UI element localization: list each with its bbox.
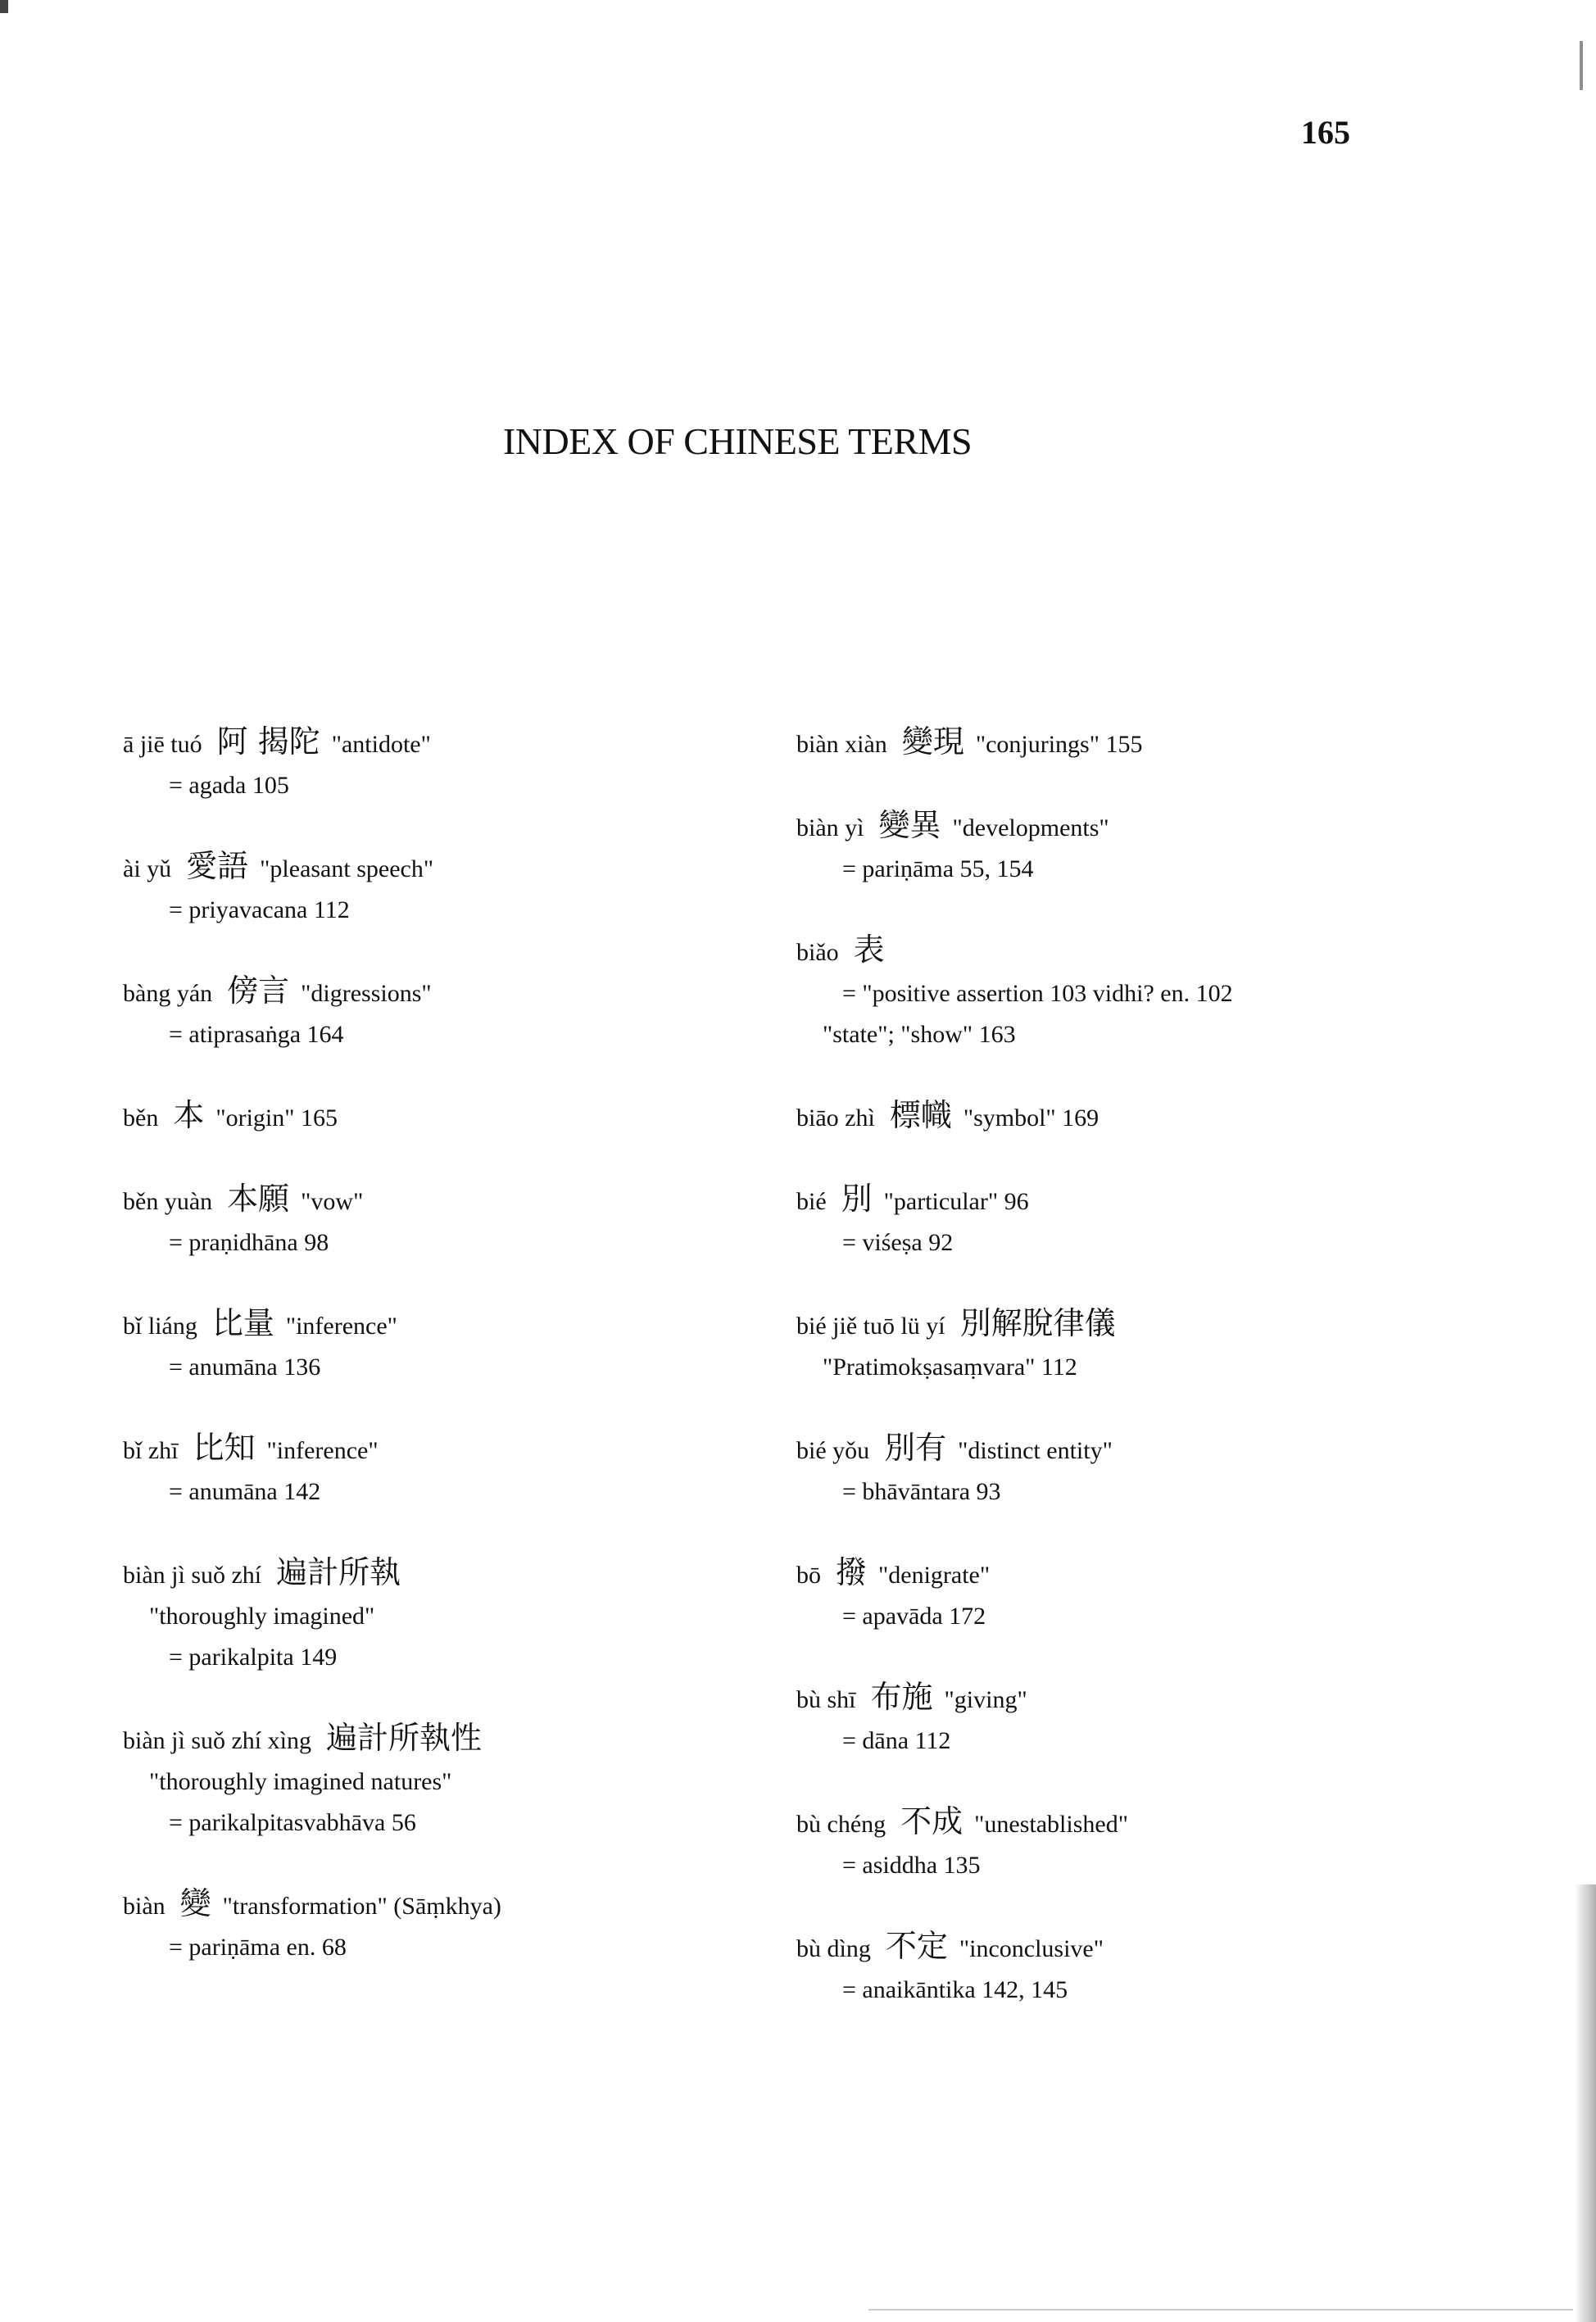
entry-pinyin: bié yǒu bbox=[796, 1437, 870, 1464]
entry-chinese-characters: 阿 揭陀 bbox=[216, 723, 320, 760]
index-entry bbox=[796, 1925, 1452, 2011]
entry-equivalent: = dāna 112 bbox=[842, 1727, 951, 1754]
entry-headline bbox=[796, 1925, 1452, 1970]
entry-chinese-characters: 標幟 bbox=[889, 1097, 952, 1133]
index-entry bbox=[796, 1303, 1452, 1388]
entry-pinyin: biàn xiàn bbox=[796, 731, 887, 758]
index-column-right bbox=[796, 721, 1452, 2050]
entry-headline bbox=[796, 721, 1452, 765]
entry-chinese-characters: 別解脫律儀 bbox=[959, 1305, 1116, 1341]
entry-equivalent: = praṇidhāna 98 bbox=[169, 1229, 329, 1256]
entry-pinyin: biàn jì suǒ zhí bbox=[123, 1562, 262, 1589]
index-entry bbox=[123, 1717, 778, 1844]
index-column-left bbox=[123, 721, 778, 2007]
entry-pinyin: bù chéng bbox=[796, 1811, 886, 1838]
index-entry bbox=[796, 1801, 1452, 1886]
index-entry bbox=[796, 1427, 1452, 1512]
entry-pinyin: bié bbox=[796, 1188, 827, 1215]
entry-pinyin: biàn jì suǒ zhí xìng bbox=[123, 1727, 311, 1754]
entry-chinese-characters: 不定 bbox=[885, 1928, 948, 1964]
entry-pinyin: biàn bbox=[123, 1893, 165, 1920]
entry-headline bbox=[796, 1801, 1452, 1845]
index-entry bbox=[796, 1095, 1452, 1139]
entry-equivalent: = viśeṣa 92 bbox=[842, 1229, 954, 1256]
entry-chinese-characters: 遍計所執 bbox=[276, 1554, 401, 1590]
entry-headline bbox=[123, 1095, 778, 1139]
index-entry bbox=[796, 805, 1452, 890]
entry-plain-gloss: "thoroughly imagined natures" bbox=[149, 1768, 452, 1795]
index-entry bbox=[796, 1552, 1452, 1637]
entry-pinyin: běn yuàn bbox=[123, 1188, 213, 1215]
entry-gloss: "giving" bbox=[944, 1686, 1027, 1713]
entry-pinyin: ā jiē tuó bbox=[123, 731, 202, 758]
entry-headline bbox=[796, 1095, 1452, 1139]
entry-headline bbox=[796, 1178, 1452, 1222]
entry-headline bbox=[796, 805, 1452, 849]
entry-gloss: "digressions" bbox=[301, 980, 432, 1007]
index-entry bbox=[796, 1676, 1452, 1762]
entry-gloss: "pleasant speech" bbox=[260, 855, 434, 882]
entry-equivalent: = bhāvāntara 93 bbox=[842, 1478, 1001, 1505]
entry-pinyin: biāo zhì bbox=[796, 1104, 875, 1132]
entry-equivalent: = anumāna 136 bbox=[169, 1354, 321, 1381]
index-entry bbox=[123, 970, 778, 1055]
entry-equivalent: = anumāna 142 bbox=[169, 1478, 321, 1505]
entry-chinese-characters: 遍計所執性 bbox=[325, 1720, 482, 1756]
entry-headline bbox=[123, 1178, 778, 1222]
entry-gloss: "inference" bbox=[285, 1313, 397, 1340]
entry-headline bbox=[796, 1676, 1452, 1721]
index-entry bbox=[123, 1427, 778, 1512]
entry-chinese-characters: 變現 bbox=[901, 723, 964, 760]
entry-chinese-characters: 本 bbox=[173, 1097, 205, 1133]
entry-chinese-characters: 別 bbox=[841, 1181, 873, 1217]
entry-plain-gloss: "Pratimokṣasaṃvara" 112 bbox=[823, 1354, 1077, 1381]
entry-equivalent: = parikalpita 149 bbox=[169, 1644, 338, 1671]
entry-equivalent: = pariṇāma en. 68 bbox=[169, 1934, 347, 1961]
entry-pinyin: ài yǔ bbox=[123, 855, 172, 882]
entry-gloss: "developments" bbox=[952, 814, 1109, 841]
entry-gloss: "antidote" bbox=[331, 731, 431, 758]
entry-chinese-characters: 比知 bbox=[193, 1430, 256, 1466]
entry-headline bbox=[796, 1427, 1452, 1472]
index-entry bbox=[123, 1552, 778, 1678]
entry-chinese-characters: 不成 bbox=[900, 1803, 963, 1839]
entry-plain-gloss: "thoroughly imagined" bbox=[149, 1603, 375, 1630]
entry-headline bbox=[796, 1303, 1452, 1347]
entry-pinyin: bàng yán bbox=[123, 980, 213, 1007]
entry-gloss: "conjurings" 155 bbox=[975, 731, 1143, 758]
index-entry bbox=[123, 1303, 778, 1388]
entry-chinese-characters: 撥 bbox=[836, 1554, 868, 1590]
entry-chinese-characters: 本願 bbox=[227, 1181, 290, 1217]
index-entry bbox=[123, 846, 778, 931]
index-entry bbox=[123, 1883, 778, 1968]
index-entry bbox=[123, 721, 778, 806]
entry-gloss: "denigrate" bbox=[878, 1562, 991, 1589]
entry-headline bbox=[123, 1552, 778, 1596]
entry-chinese-characters: 別有 bbox=[884, 1430, 947, 1466]
entry-plain-gloss: "state"; "show" 163 bbox=[823, 1021, 1016, 1048]
entry-chinese-characters: 布施 bbox=[870, 1679, 933, 1715]
entry-equivalent: = anaikāntika 142, 145 bbox=[842, 1976, 1068, 2003]
entry-gloss: "particular" 96 bbox=[883, 1188, 1029, 1215]
entry-chinese-characters: 傍言 bbox=[227, 973, 290, 1009]
entry-chinese-characters: 表 bbox=[853, 932, 885, 968]
entry-equivalent: = "positive assertion 103 vidhi? en. 102 bbox=[842, 980, 1233, 1007]
entry-equivalent: = agada 105 bbox=[169, 772, 289, 799]
index-entry bbox=[123, 1095, 778, 1139]
entry-headline bbox=[796, 1552, 1452, 1596]
entry-gloss: "inference" bbox=[266, 1437, 379, 1464]
scan-mark-top-right bbox=[1580, 41, 1583, 90]
entry-pinyin: bǐ zhī bbox=[123, 1437, 179, 1464]
entry-gloss: "unestablished" bbox=[974, 1811, 1128, 1838]
entry-equivalent: = pariṇāma 55, 154 bbox=[842, 855, 1034, 882]
entry-gloss: "distinct entity" bbox=[958, 1437, 1113, 1464]
entry-pinyin: bù dìng bbox=[796, 1935, 871, 1962]
entry-pinyin: bǐ liáng bbox=[123, 1313, 197, 1340]
entry-headline bbox=[123, 846, 778, 890]
entry-gloss: "transformation" (Sāṃkhya) bbox=[222, 1893, 501, 1920]
entry-headline bbox=[796, 929, 1452, 973]
entry-chinese-characters: 比量 bbox=[211, 1305, 274, 1341]
entry-equivalent: = asiddha 135 bbox=[842, 1852, 981, 1879]
entry-headline bbox=[123, 970, 778, 1014]
entry-headline bbox=[123, 1717, 778, 1762]
scan-bottom-rule bbox=[868, 2309, 1573, 2311]
entry-pinyin: běn bbox=[123, 1104, 159, 1132]
page-title: INDEX OF CHINESE TERMS bbox=[502, 420, 973, 462]
entry-pinyin: biǎo bbox=[796, 939, 839, 966]
entry-pinyin: biàn yì bbox=[796, 814, 864, 841]
entry-chinese-characters: 變異 bbox=[878, 807, 941, 843]
entry-equivalent: = parikalpitasvabhāva 56 bbox=[169, 1809, 416, 1836]
entry-gloss: "vow" bbox=[301, 1188, 364, 1215]
entry-equivalent: = atiprasaṅga 164 bbox=[169, 1021, 344, 1048]
entry-pinyin: bù shī bbox=[796, 1686, 856, 1713]
page-edge-shadow bbox=[1575, 1884, 1596, 2322]
entry-gloss: "origin" 165 bbox=[215, 1104, 338, 1132]
entry-gloss: "symbol" 169 bbox=[963, 1104, 1100, 1132]
entry-equivalent: = priyavacana 112 bbox=[169, 896, 350, 923]
index-entry bbox=[796, 721, 1452, 765]
entry-chinese-characters: 變 bbox=[179, 1885, 211, 1921]
entry-chinese-characters: 愛語 bbox=[186, 848, 249, 884]
page-number: 165 bbox=[1301, 114, 1350, 151]
index-entry bbox=[796, 1178, 1452, 1263]
entry-equivalent: = apavāda 172 bbox=[842, 1603, 986, 1630]
scan-mark-top-left bbox=[0, 0, 8, 13]
entry-headline bbox=[123, 721, 778, 765]
entry-gloss: "inconclusive" bbox=[959, 1935, 1104, 1962]
entry-headline bbox=[123, 1427, 778, 1472]
index-entry bbox=[123, 1178, 778, 1263]
index-entry bbox=[796, 929, 1452, 1055]
entry-headline bbox=[123, 1303, 778, 1347]
entry-pinyin: bō bbox=[796, 1562, 821, 1589]
entry-headline bbox=[123, 1883, 778, 1927]
entry-pinyin: bié jiě tuō lü yí bbox=[796, 1313, 945, 1340]
